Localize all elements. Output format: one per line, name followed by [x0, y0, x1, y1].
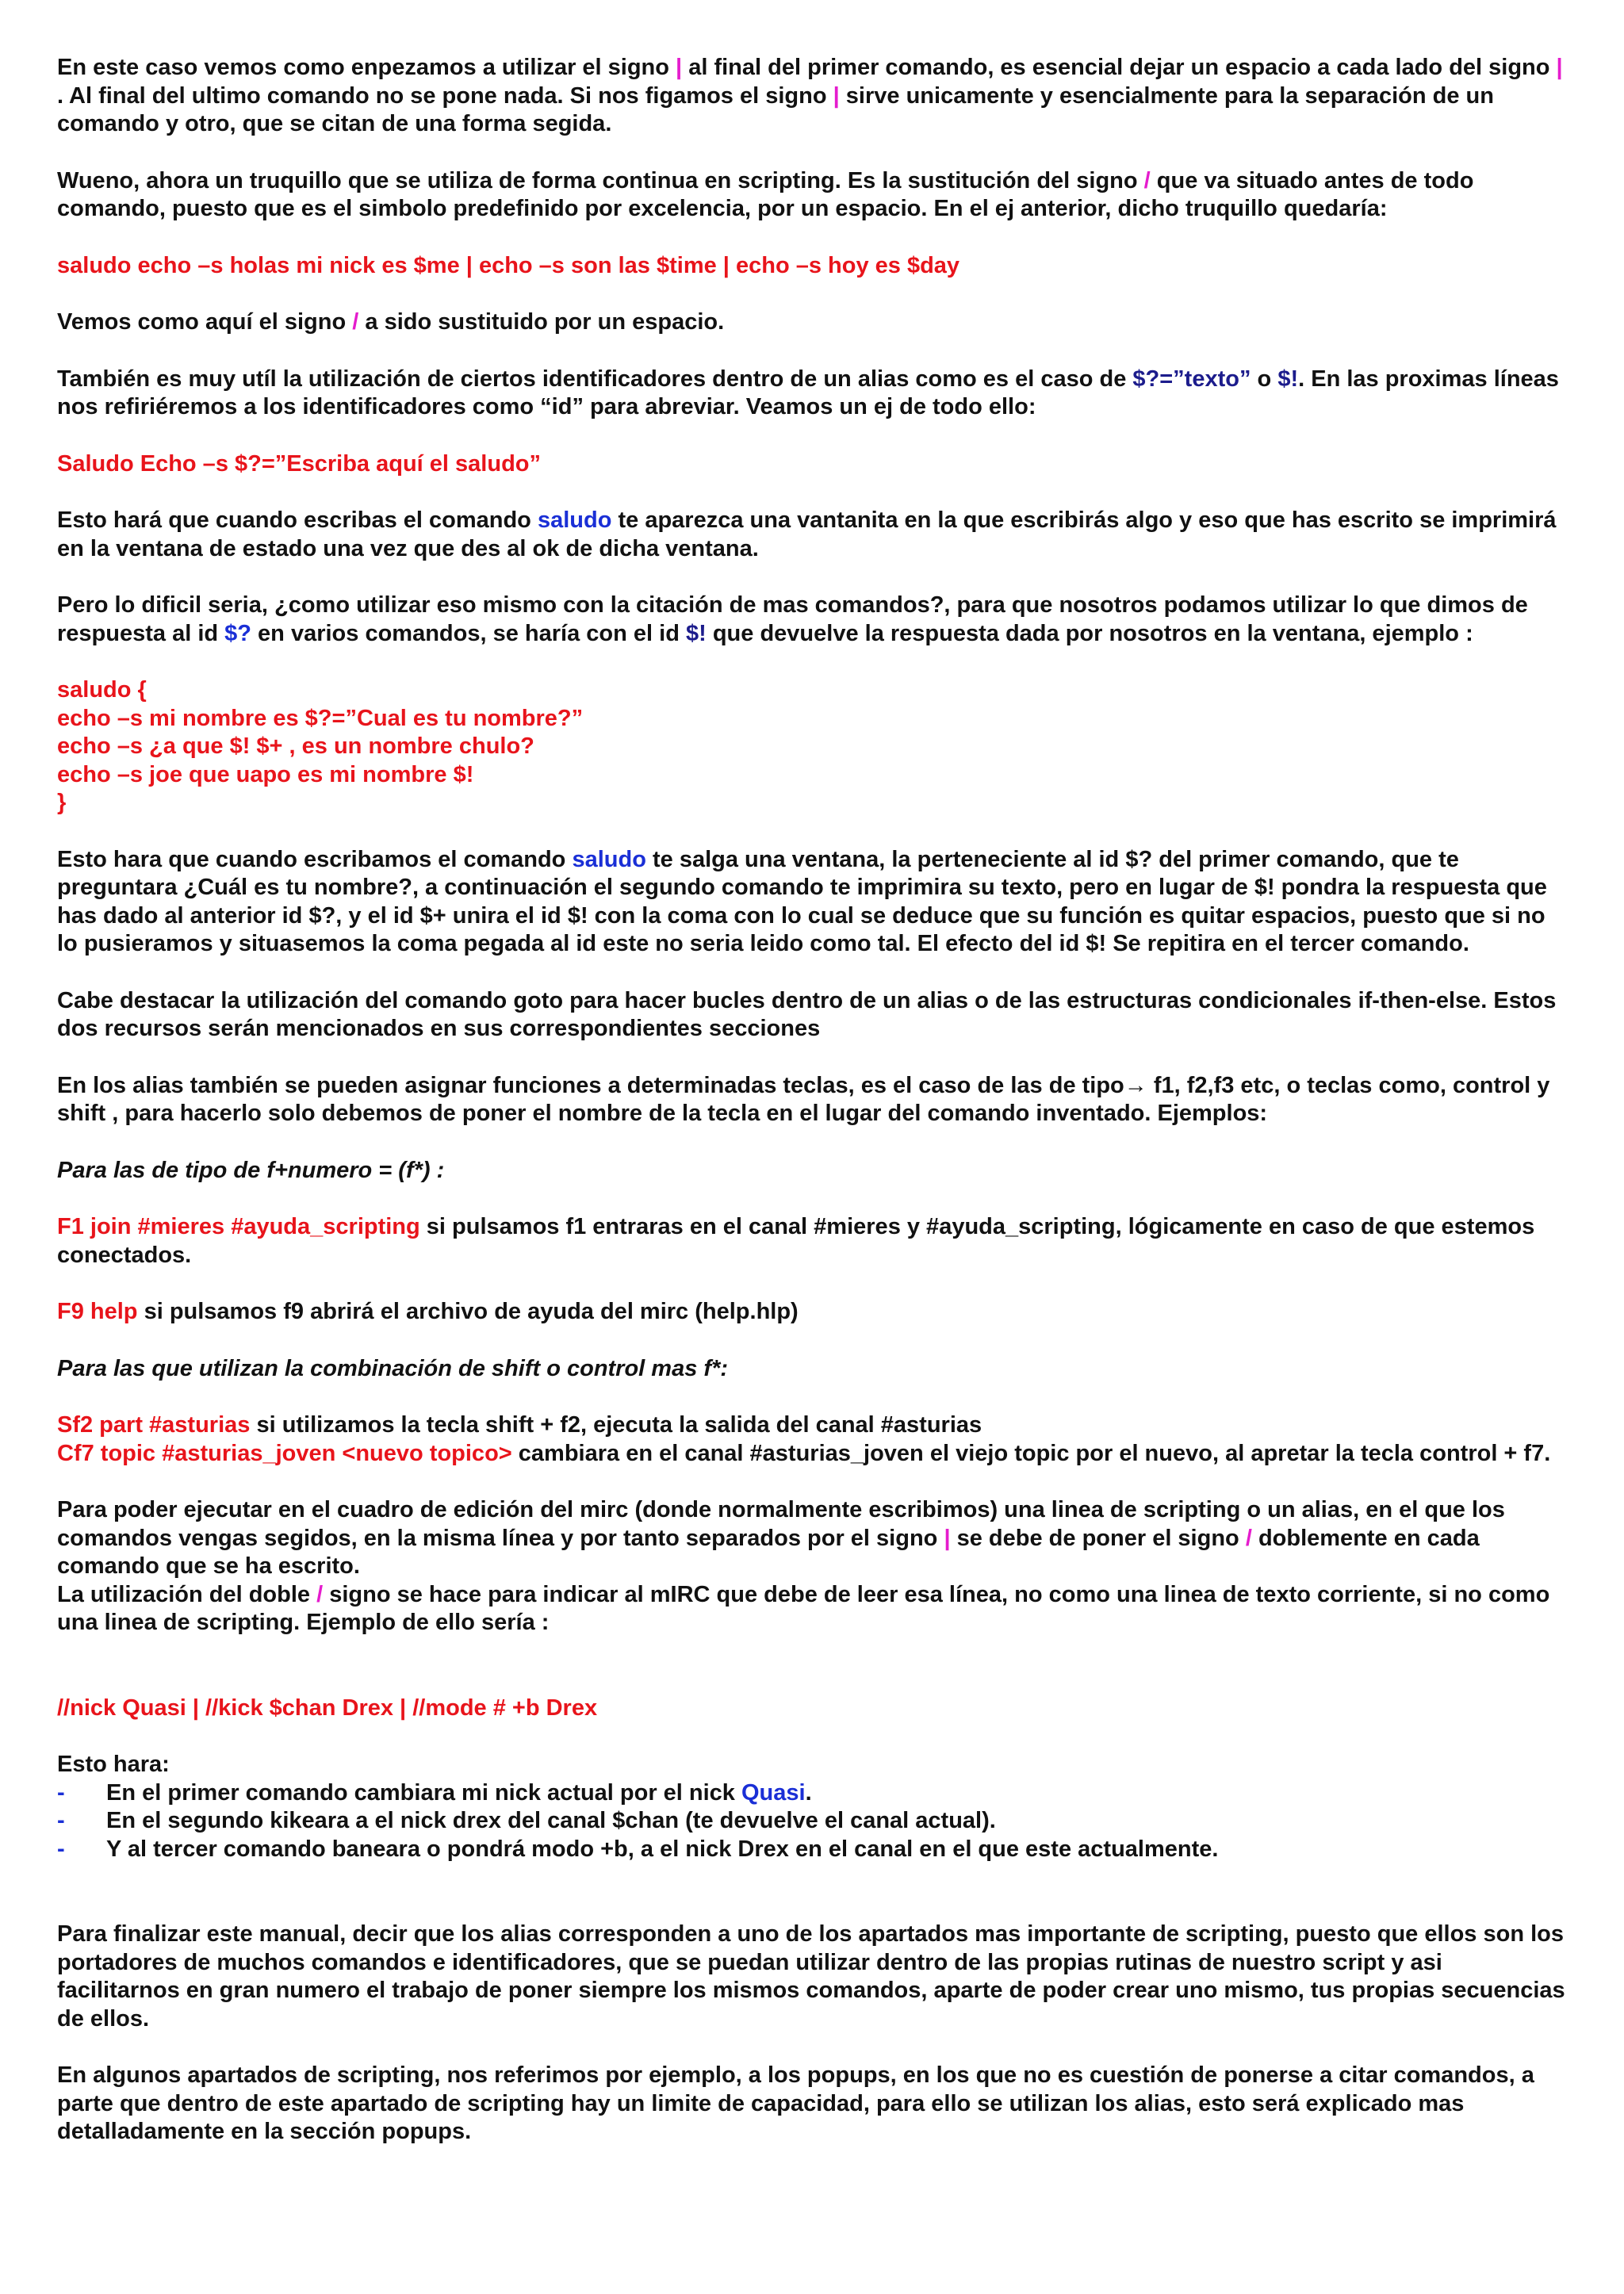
- text: si utilizamos la tecla shift + f2, ejecuta la salida del canal #asturias: [250, 1412, 982, 1438]
- text: si pulsamos f1 entraras en el canal #mieres y #ayuda_scripting, lógicamente en caso de que estemos conectados.: [57, 1214, 1535, 1268]
- example-f1: [57, 1213, 1567, 1270]
- paragraph-multi-command: [57, 592, 1567, 648]
- example-f9: [57, 1298, 1567, 1327]
- text: doblemente en cada comando que se ha escrito.: [57, 1525, 1480, 1579]
- code-line: echo –s mi nombre es $?=”Cual es tu nombre?”: [57, 705, 584, 731]
- code-example-saludo: saludo echo –s holas mi nick es $me | echo –s son las $time | echo –s hoy es $day: [57, 252, 960, 278]
- identifier: $?: [224, 620, 251, 646]
- code-example-input-prompt: Saludo Echo –s $?=”Escriba aquí el saludo”: [57, 450, 541, 477]
- text: signo se hace para indicar al mIRC que debe de leer esa línea, no como una linea de texto corriente, si no como una linea de scripting. Ejemplo de ello sería :: [57, 1581, 1550, 1635]
- text: a sido sustituido por un espacio.: [358, 309, 725, 335]
- slash-symbol: /: [1245, 1525, 1252, 1551]
- command-keyword: saludo: [537, 507, 612, 533]
- text: en varios comandos, se haría con el id: [251, 620, 686, 646]
- slash-symbol: /: [1143, 167, 1151, 193]
- paragraph-saludo-explanation: [57, 846, 1567, 959]
- text: . En las proximas líneas nos refiriéremos a los identificadores como “id” para abreviar. Veamos un ej de todo ello:: [57, 366, 1559, 419]
- effects-list: [57, 1779, 1567, 1864]
- text: .: [805, 1779, 812, 1806]
- text: La utilización del doble: [57, 1581, 317, 1607]
- text: al final del primer comando, es esencial dejar un espacio a cada lado del signo: [682, 55, 1557, 80]
- text: se debe de poner el signo: [950, 1525, 1246, 1551]
- code-inline: F9 help: [57, 1299, 138, 1324]
- text: Wueno, ahora un truquillo que se utiliza de forma continua en scripting. Es la sustitución del signo: [57, 167, 1144, 193]
- command-keyword: Quasi: [741, 1779, 806, 1806]
- paragraph-function-keys: En los alias también se pueden asignar funciones a determinadas teclas, es el caso de las de tipo→ f1, f2,f3 etc, o teclas como, control y shift , para hacerlo solo debemos de poner el nombre de la tecla en el lugar del comando inventado. Ejemplos:: [57, 1072, 1550, 1126]
- paragraph-slash-replaced: [57, 308, 1567, 337]
- text: sirve unicamente y esencialmente para la separación de un comando y otro, que se citan de una forma segida.: [57, 82, 1494, 136]
- text: o: [1251, 366, 1278, 392]
- pipe-symbol: |: [833, 82, 840, 109]
- subheading-f-keys: Para las de tipo de f+numero = (f*) :: [57, 1157, 445, 1183]
- paragraph-popups: En algunos apartados de scripting, nos referimos por ejemplo, a los popups, en los que no es cuestión de ponerse a citar comandos, a parte que dentro de este apartado de scripting hay un limite de capacidad, para ello se utilizan los alias, esto será explicado mas detalladamente en la sección popups.: [57, 2062, 1534, 2144]
- code-line: echo –s ¿a que $! $+ , es un nombre chulo?: [57, 733, 534, 759]
- text: Para poder ejecutar en el cuadro de edición del mirc (donde normalmente escribimos) una linea de scripting o un alias, en el que los comandos vengas segidos, en la misma línea y por tanto separados por el signo: [57, 1497, 1505, 1551]
- code-inline: Sf2 part #asturias: [57, 1412, 251, 1438]
- text: . Al final del ultimo comando no se pone nada. Si nos figamos el signo: [57, 82, 833, 109]
- code-line: }: [57, 790, 67, 815]
- code-line: echo –s joe que uapo es mi nombre $!: [57, 761, 474, 787]
- paragraph-double-slash: [57, 1581, 1567, 1637]
- paragraph-saludo-window: [57, 507, 1567, 563]
- slash-symbol: /: [352, 309, 359, 335]
- command-keyword: saludo: [572, 846, 646, 872]
- subheading-shift-control: Para las que utilizan la combinación de shift o control mas f*:: [57, 1355, 728, 1381]
- paragraph-conclusion: Para finalizar este manual, decir que los alias corresponden a uno de los apartados mas importante de scripting, puesto que ellos son los portadores de muchos comandos e identificadores, que se puedan utilizar dentro de las propias rutinas de nuestro script y asi facilitarnos en gran numero el trabajo de poner siempre los mismos comandos, aparte de poder crear uno mismo, tus propias secuencias de ellos.: [57, 1921, 1565, 2032]
- list-intro: Esto hara:: [57, 1752, 170, 1777]
- paragraph-identifiers: [57, 366, 1567, 422]
- list-item: [57, 1779, 1567, 1808]
- text: que devuelve la respuesta dada por nosotros en la ventana, ejemplo :: [706, 620, 1473, 646]
- text: que va situado antes de todo comando, puesto que es el simbolo predefinido por excelencia, por un espacio. En el ej anterior, dicho truquillo quedaría:: [57, 167, 1474, 221]
- paragraph-edit-box: [57, 1496, 1567, 1581]
- text: En el primer comando cambiara mi nick actual por el nick: [106, 1779, 741, 1806]
- example-cf7: [57, 1440, 1567, 1469]
- code-inline: Cf7 topic #asturias_joven <nuevo topico>: [57, 1440, 512, 1466]
- paragraph-slash-trick: [57, 167, 1567, 224]
- text: También es muy utíl la utilización de ciertos identificadores dentro de un alias como es el caso de: [57, 366, 1133, 392]
- code-block-saludo: [57, 676, 1567, 818]
- text: Y al tercer comando baneara o pondrá modo +b, a el nick Drex en el canal en el que este actualmente.: [106, 1836, 1219, 1862]
- pipe-symbol: |: [1556, 55, 1563, 80]
- text: Vemos como aquí el signo: [57, 309, 353, 335]
- identifier: $!: [685, 620, 707, 646]
- list-item: [57, 1807, 1567, 1836]
- identifier: $?=”texto”: [1132, 366, 1251, 392]
- text: Pero lo dificil seria, ¿como utilizar eso mismo con la citación de mas comandos?, para que nosotros podamos utilizar lo que dimos de respuesta al id: [57, 592, 1528, 646]
- text: En el segundo kikeara a el nick drex del canal $chan (te devuelve el canal actual).: [106, 1808, 996, 1833]
- code-inline: F1 join #mieres #ayuda_scripting: [57, 1214, 420, 1239]
- code-example-nick-kick-mode: //nick Quasi | //kick $chan Drex | //mode # +b Drex: [57, 1695, 598, 1721]
- text: te salga una ventana, la perteneciente al id $? del primer comando, que te preguntara ¿Cuál es tu nombre?, a continuación el segundo comando te imprimira su texto, pero en lugar de $! pondra la respuesta que has dado al anterior id $?, y el id $+ unira el id $! con la coma con lo cual se deduce que su función es quitar espacios, puesto que si no lo pusieramos y situasemos la coma pegada al id este no seria leido como tal. El efecto del id $! Se repitira en el tercer comando.: [57, 846, 1547, 956]
- text: Esto hará que cuando escribas el comando: [57, 507, 538, 533]
- example-sf2: [57, 1411, 1567, 1440]
- text: cambiara en el canal #asturias_joven el viejo topic por el nuevo, al apretar la tecla control + f7.: [511, 1440, 1551, 1466]
- text: si pulsamos f9 abrirá el archivo de ayuda del mirc (help.hlp): [137, 1299, 799, 1324]
- paragraph-goto: Cabe destacar la utilización del comando goto para hacer bucles dentro de un alias o de las estructuras condicionales if-then-else. Estos dos recursos serán mencionados en sus correspondientes secciones: [57, 987, 1557, 1041]
- text: Esto hara que cuando escribamos el comando: [57, 846, 573, 872]
- text: En este caso vemos como enpezamos a utilizar el signo: [57, 55, 676, 80]
- list-item: [57, 1836, 1567, 1864]
- text: te aparezca una vantanita en la que escribirás algo y eso que has escrito se imprimirá en la ventana de estado una vez que des al ok de dicha ventana.: [57, 507, 1557, 561]
- identifier: $!: [1277, 366, 1299, 392]
- slash-symbol: /: [316, 1581, 324, 1607]
- pipe-symbol: |: [676, 55, 683, 80]
- code-line: saludo {: [57, 677, 147, 703]
- pipe-symbol: |: [944, 1525, 951, 1551]
- paragraph-pipe-separator: [57, 54, 1567, 139]
